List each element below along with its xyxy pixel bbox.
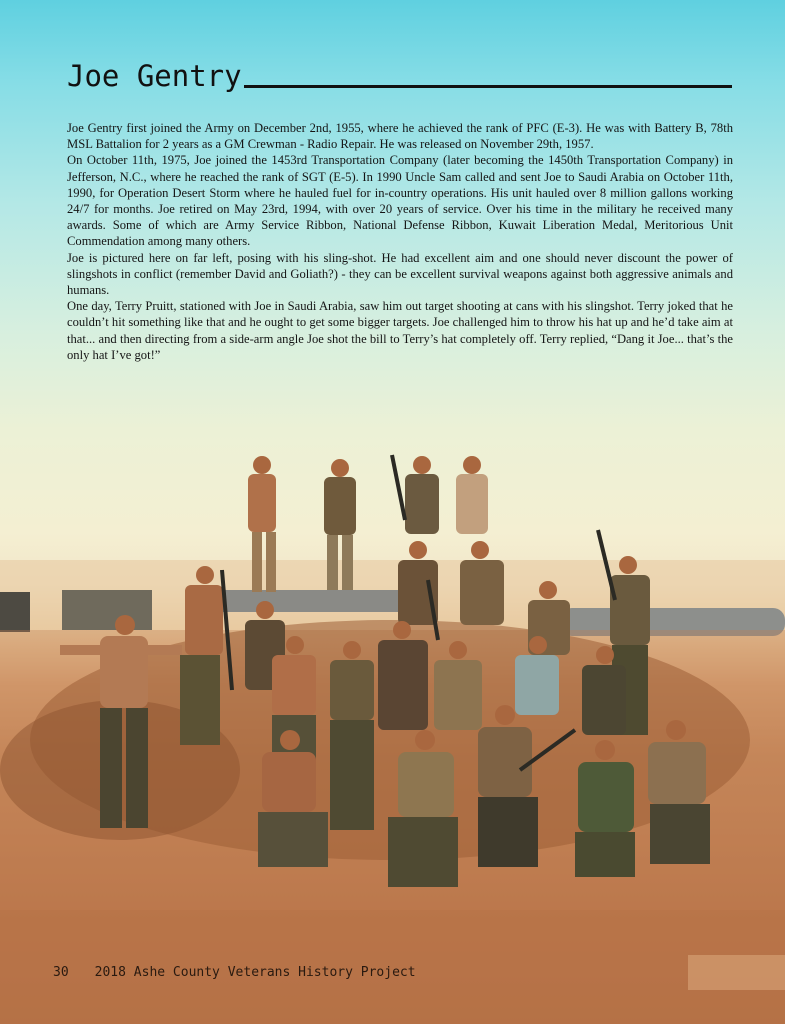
paragraph: Joe Gentry first joined the Army on December 2nd, 1955, where he achieved the rank of PFC (E-3). He was with Battery B, 78th MSL Battalion for 2 years as a GM Crewman - Radio Repair. He was released on November 29th, 1957. — [67, 121, 733, 152]
page-title — [67, 59, 732, 93]
article-body — [67, 120, 733, 363]
soldier — [330, 641, 374, 830]
soldier — [405, 456, 439, 534]
paragraph: On October 11th, 1975, Joe joined the 1453rd Transportation Company (later becoming the 1450th Transportation Company) in Jefferson, N.C., where he reached the rank of SGT (E-5). In 1990 Uncle Sam called and sent Joe to Saudi Arabia on October 11th, 1990, for Operation Desert Storm where he hauled fuel for in-country operations. His unit hauled over 8 million gallons working 24/7 for months. Joe retired on May 23rd, 1994, with over 20 years of service. Over his time in the military he received many awards. Some of which are Army Service Ribbon, National Defense Ribbon, Kuwait Liberation Medal, Meritorious Unit Commendation among many others. — [67, 153, 733, 249]
soldier — [460, 541, 504, 625]
title-text: Joe Gentry — [67, 59, 242, 93]
soldier — [456, 456, 488, 534]
soldier — [248, 456, 276, 592]
page-footer — [53, 965, 416, 980]
soldier — [478, 705, 538, 867]
paragraph: Joe is pictured here on far left, posing with his sling-shot. He had excellent aim and one should never discount the power of slingshots in conflict (remember David and Goliath?) - they can be excellent survival weapons against both aggressive animals and humans. — [67, 250, 733, 298]
group-photo — [0, 440, 785, 1024]
page-number: 30 — [53, 965, 69, 980]
paragraph: One day, Terry Pruitt, stationed with Joe in Saudi Arabia, saw him out target shooting at cans with his slingshot. Terry joked that he couldn’t hit something like that and he ought to get some bigger targets. Joe challenged him to throw his hat up and he’d take aim at that... and then directing from a side-arm angle Joe shot the bill to Terry’s hat completely off. Terry replied, “Dang it Joe... that’s the only hat I’ve got!” — [67, 299, 733, 362]
title-underline — [244, 85, 732, 88]
publication-title: 2018 Ashe County Veterans History Project — [94, 965, 416, 980]
soldier — [180, 566, 223, 745]
